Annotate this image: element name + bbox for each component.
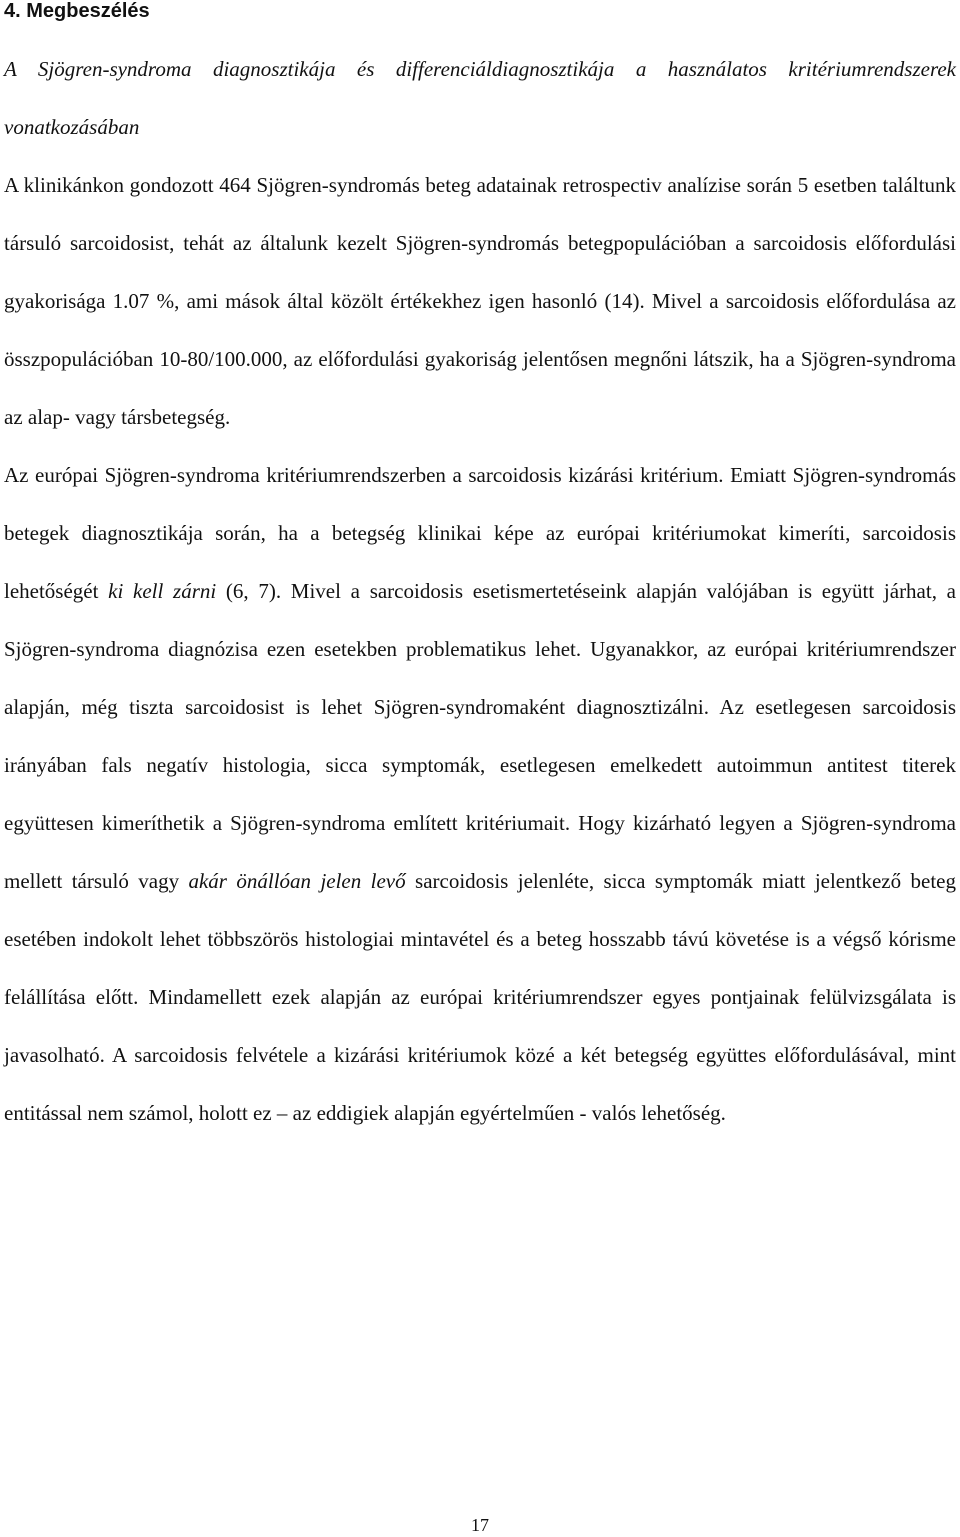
paragraph-2-part-1: Az európai Sjögren-syndroma kritériumrendszerben a sarcoidosis kizárási kritérium. Emiatt Sjögren-syndromás betegek diagnosztikája során, ha a betegség klinikai képe az európai kritériumokat kimeríti, sarcoidosis lehetőségét <box>4 463 956 603</box>
paragraph-2 <box>4 446 956 1142</box>
document-body <box>4 40 956 1142</box>
paragraph-1: A klinikánkon gondozott 464 Sjögren-syndromás beteg adatainak retrospectiv analízise során 5 esetben találtunk társuló sarcoidosist, tehát az általunk kezelt Sjögren-syndromás betegpopulációban a sarcoidosis előfordulási gyakorisága 1.07 %, ami mások által közölt értékekhez igen hasonló (14). Mivel a sarcoidosis előfordulása az összpopulációban 10-80/100.000, az előfordulási gyakoriság jelentősen megnőni látszik, ha a Sjögren-syndroma az alap- vagy társbetegség. <box>4 173 956 429</box>
page-number: 17 <box>471 1515 489 1535</box>
section-subtitle: A Sjögren-syndroma diagnosztikája és differenciáldiagnosztikája a használatos kritériumrendszerek vonatkozásában <box>4 57 956 139</box>
paragraph-2-emphasis-2: akár önállóan jelen levő <box>188 869 406 893</box>
paragraph-2-part-3: sarcoidosis jelenléte, sicca symptomák miatt jelentkező beteg esetében indokolt lehet többszörös histologiai mintavétel és a beteg hosszabb távú követése is a végső kórisme felállítása előtt. Mindamellett ezek alapján az európai kritériumrendszer egyes pontjainak felülvizsgálata is javasolható. A sarcoidosis felvétele a kizárási kritériumok közé a két betegség együttes előfordulásával, mint entitással nem számol, holott ez – az eddigiek alapján egyértelműen - valós lehetőség. <box>4 869 956 1125</box>
section-heading: 4. Megbeszélés <box>4 0 150 22</box>
paragraph-2-emphasis-1: ki kell zárni <box>108 579 217 603</box>
paragraph-2-part-2: (6, 7). Mivel a sarcoidosis esetismertetéseink alapján valójában is együtt járhat, a Sjögren-syndroma diagnózisa ezen esetekben problematikus lehet. Ugyanakkor, az európai kritériumrendszer alapján, még tiszta sarcoidosist is lehet Sjögren-syndromaként diagnosztizálni. Az esetlegesen sarcoidosis irányában fals negatív histologia, sicca symptomák, esetlegesen emelkedett autoimmun antitest titerek együttesen kimeríthetik a Sjögren-syndroma említett kritériumait. Hogy kizárható legyen a Sjögren-syndroma mellett társuló vagy <box>4 579 956 893</box>
